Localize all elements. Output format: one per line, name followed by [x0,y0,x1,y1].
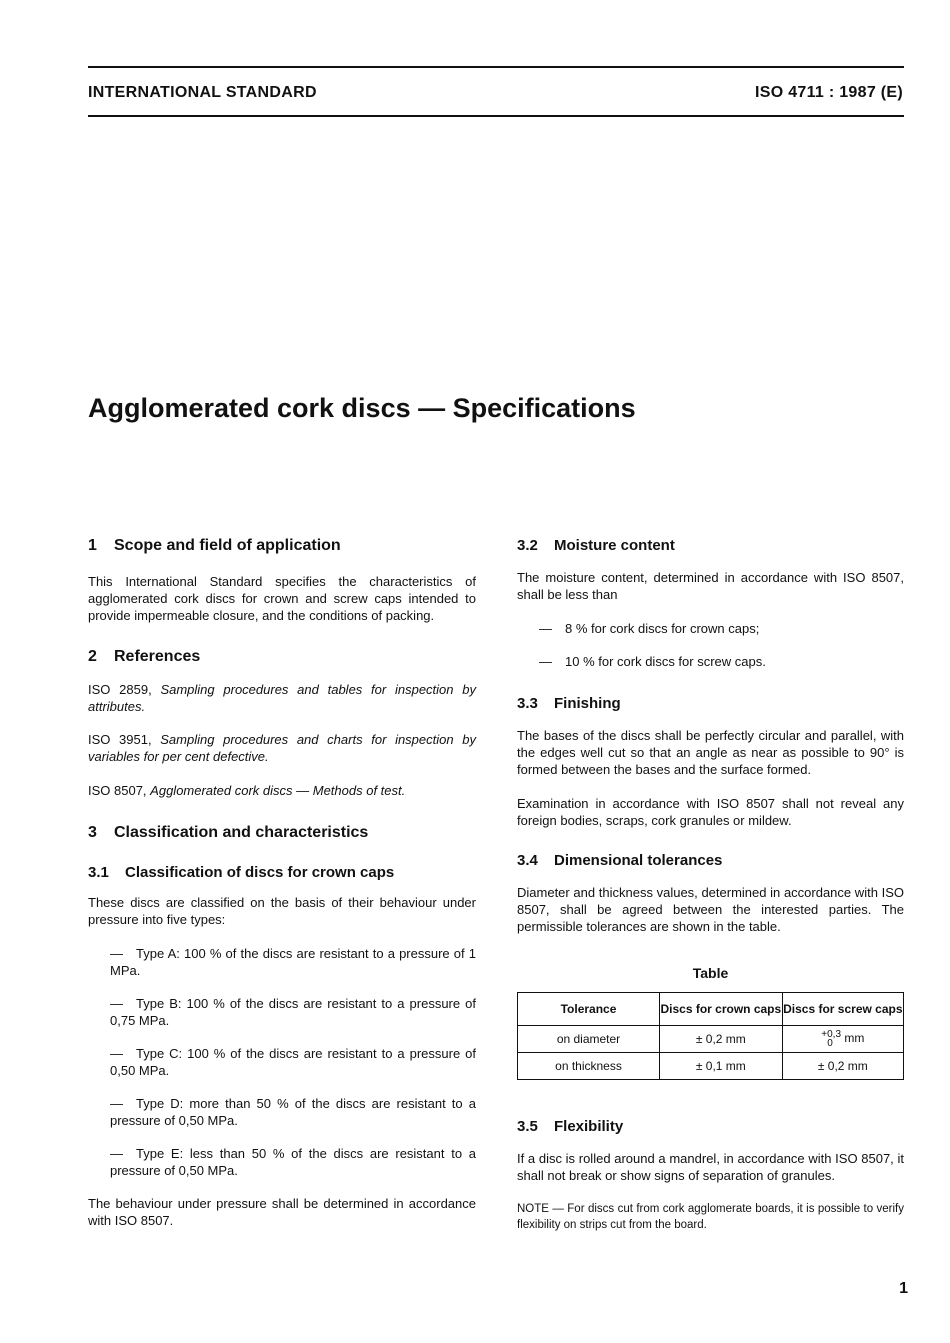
section-number: 3 [88,824,97,841]
section-title: Scope and field of application [114,537,341,554]
section-title: Flexibility [554,1118,624,1135]
document-title: Agglomerated cork discs — Specifications [88,393,636,423]
reference-title: Agglomerated cork discs — Methods of test. [150,783,406,798]
list-item [88,995,476,1029]
section-number: 3.3 [517,695,538,712]
section-title: References [114,648,201,665]
section-number: 3.4 [517,852,538,869]
finishing-paragraph: The bases of the discs shall be perfectly circular and parallel, with the edges well cut so that an angle as near as possible to 90° is formed between the bases and the surface formed. [517,728,904,777]
section-1-heading [88,536,476,556]
flexibility-paragraph: If a disc is rolled around a mandrel, in accordance with ISO 8507, it shall not break or show signs of separation of granules. [517,1151,904,1183]
section-3-heading [88,823,476,843]
tolerance-lower: 0 [827,1038,833,1049]
reference-code: ISO 2859, [88,682,152,697]
flexibility-note: NOTE — For discs cut from cork agglomerate boards, it is possible to verify flexibility on strips cut from the board. [517,1203,904,1231]
list-item-text: Type C: 100 % of the discs are resistant to a pressure of 0,50 MPa. [110,1046,476,1078]
reference-title: Sampling procedures and charts for inspection by variables for per cent defective. [88,732,476,764]
screw-cap-tolerance [782,1026,903,1053]
section-3-4-heading [517,851,904,870]
dash-marker: — [110,1146,123,1161]
table-row [518,1026,904,1053]
reference-iso-2859 [88,681,476,715]
standard-number: ISO 4711 : 1987 (E) [754,84,903,101]
reference-title: Sampling procedures and tables for inspection by attributes. [88,682,476,714]
header-rule-bottom [88,115,904,117]
section-number: 1 [88,537,97,554]
tolerances-paragraph: Diameter and thickness values, determined in accordance with ISO 8507, shall be agreed between the interested parties. The permissible tolerances are shown in the table. [517,885,904,934]
section-title: Classification and characteristics [114,824,369,841]
list-item [88,945,476,979]
section-2-heading [88,647,476,667]
list-item-text: 8 % for cork discs for crown caps; [565,621,760,636]
reference-iso-8507 [88,782,476,799]
dash-marker: — [110,1096,123,1111]
row-label: on thickness [518,1053,660,1080]
crown-cap-tolerance: ± 0,1 mm [660,1053,783,1080]
scope-paragraph: This International Standard specifies the characteristics of agglomerated cork discs for crown and screw caps intended to provide impermeable closure, and the conditions of packing. [88,574,476,623]
section-title: Finishing [554,695,621,712]
section-number: 3.2 [517,537,538,554]
list-item [517,620,904,637]
list-item-text: Type E: less than 50 % of the discs are resistant to a pressure of 0,50 MPa. [110,1146,476,1178]
section-3-1-heading [88,863,476,882]
dash-marker: — [539,621,552,636]
section-3-2-heading [517,536,904,555]
column-header: Discs for crown caps [660,993,783,1026]
dash-marker: — [110,946,123,961]
section-3-5-heading [517,1117,904,1136]
column-header: Discs for screw caps [782,993,903,1026]
section-title: Classification of discs for crown caps [125,864,395,881]
page-number: 1 [899,1280,908,1297]
list-item-text: Type A: 100 % of the discs are resistant to a pressure of 1 MPa. [110,946,476,978]
list-item-text: Type D: more than 50 % of the discs are resistant to a pressure of 0,50 MPa. [110,1096,476,1128]
screw-cap-tolerance: ± 0,2 mm [782,1053,903,1080]
tolerance-table [517,992,904,1080]
reference-iso-3951 [88,731,476,765]
right-column [517,536,904,1233]
list-item-text: 10 % for cork discs for screw caps. [565,654,766,669]
list-item [88,1045,476,1079]
examination-paragraph: Examination in accordance with ISO 8507 shall not reveal any foreign bodies, scraps, cork granules or mildew. [517,796,904,828]
section-3-3-heading [517,694,904,713]
document-type-label: INTERNATIONAL STANDARD [88,84,317,101]
left-column [88,536,476,1229]
section-number: 2 [88,648,97,665]
row-label: on diameter [518,1026,660,1053]
crown-cap-tolerance: ± 0,2 mm [660,1026,783,1053]
list-item [517,653,904,670]
table-header-row [518,993,904,1026]
header-rule-top [88,66,904,68]
section-title: Moisture content [554,537,675,554]
list-item [88,1095,476,1129]
dash-marker: — [110,1046,123,1061]
section-number: 3.5 [517,1118,538,1135]
dash-marker: — [110,996,123,1011]
column-header: Tolerance [518,993,660,1026]
table-row [518,1053,904,1080]
list-item [88,1145,476,1179]
classification-intro: These discs are classified on the basis of their behaviour under pressure into five types: [88,895,476,927]
moisture-paragraph: The moisture content, determined in accordance with ISO 8507, shall be less than [517,570,904,602]
tolerance-upper: +0,3 [821,1029,842,1040]
section-title: Dimensional tolerances [554,852,723,869]
tolerance-unit: mm [844,1031,865,1046]
reference-code: ISO 8507, [88,783,147,798]
pressure-test-paragraph: The behaviour under pressure shall be determined in accordance with ISO 8507. [88,1196,476,1228]
list-item-text: Type B: 100 % of the discs are resistant to a pressure of 0,75 MPa. [110,996,476,1028]
table-caption: Table [692,965,729,981]
section-number: 3.1 [88,864,109,881]
reference-code: ISO 3951, [88,732,152,747]
dash-marker: — [539,654,552,669]
